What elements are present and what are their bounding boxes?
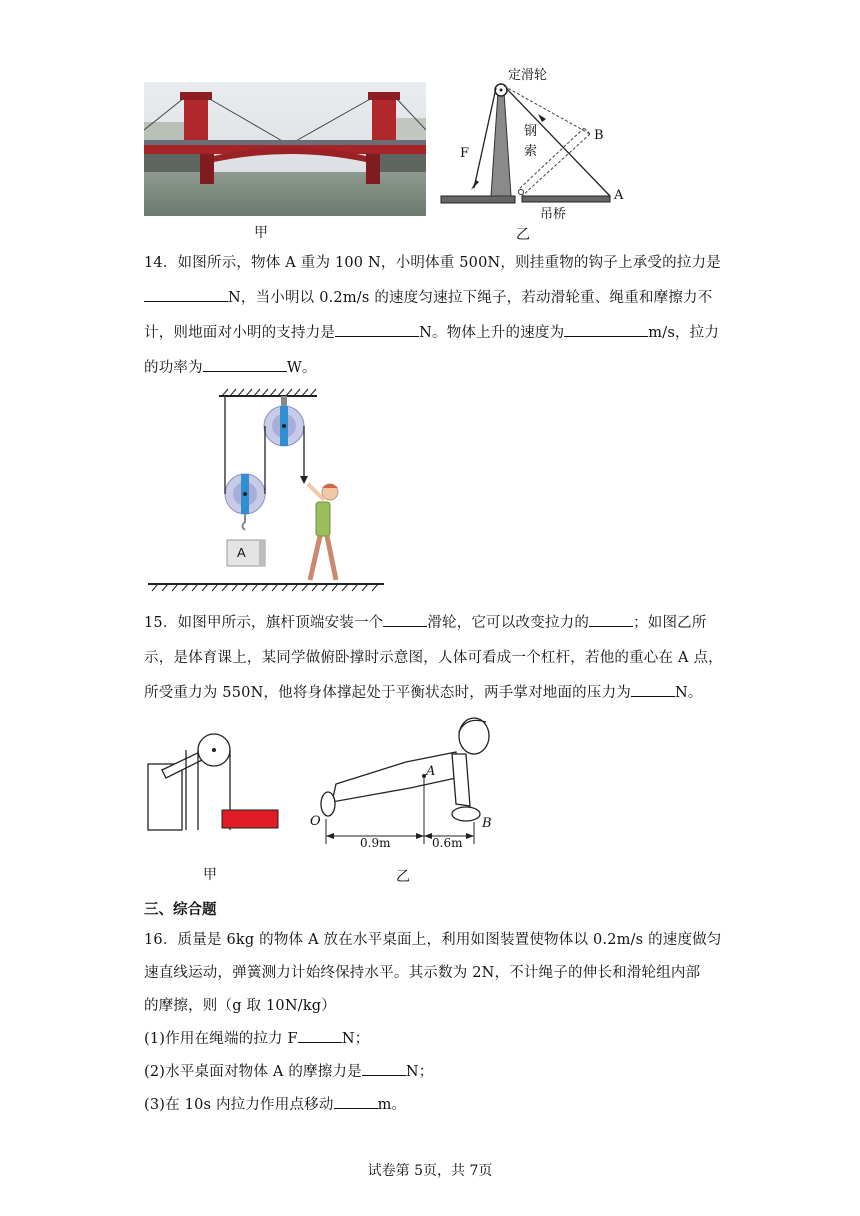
flagpole-figure xyxy=(146,728,282,836)
pushup-point-o: O xyxy=(310,814,321,829)
point-a-label: A xyxy=(614,188,624,203)
fig-top-left-caption: 甲 xyxy=(254,225,268,241)
q16-line2: 速直线运动，弹簧测力计始终保持水平。其示数为 2N，不计绳子的伸长和滑轮组内部 xyxy=(144,965,701,981)
q16-sub2-b: N； xyxy=(405,1064,434,1080)
q16-blank-2[interactable] xyxy=(362,1061,406,1076)
q15-line3 xyxy=(144,676,724,711)
q15-fig-right-caption: 乙 xyxy=(396,869,410,885)
q15-fig-left-caption: 甲 xyxy=(203,867,217,883)
q16-sub3 xyxy=(144,1089,724,1122)
q15-line1-b: 滑轮，它可以改变拉力的 xyxy=(427,615,590,631)
q15-blank-1[interactable] xyxy=(383,612,427,627)
q15-line2: 示，是体育课上，某同学做俯卧撑时示意图，人体可看成一个杠杆，若他的重心在 A 点， xyxy=(144,650,723,666)
fixed-pulley-label: 定滑轮 xyxy=(508,68,548,83)
q14-line4-b: W。 xyxy=(286,360,317,376)
page-footer: 试卷第 5页，共 7页 xyxy=(367,1163,493,1179)
q16-sub2 xyxy=(144,1056,724,1089)
q14-blank-1[interactable] xyxy=(144,287,228,302)
q16-line1: 16．质量是 6kg 的物体 A 放在水平桌面上，利用如图装置使物体以 0.2m/s 的速度做匀 xyxy=(144,932,722,948)
pushup-distance-1: 0.9m xyxy=(360,836,391,850)
q14-line3-b: N。物体上升的速度为 xyxy=(419,325,565,341)
q15-line1-a: 15．如图甲所示，旗杆顶端安装一个 xyxy=(144,615,384,631)
q16-sub1 xyxy=(144,1023,724,1056)
section-heading: 三、综合题 xyxy=(144,901,217,918)
q15-text xyxy=(144,606,724,711)
q16-sub3-a: (3)在 10s 内拉力作用点移动 xyxy=(144,1097,334,1113)
q15-blank-2[interactable] xyxy=(589,612,633,627)
bridge-photo xyxy=(144,82,426,216)
pushup-point-a: A xyxy=(426,764,436,779)
q15-line3-a: 所受重力为 550N，他将身体撑起处于平衡状态时，两手掌对地面的压力为 xyxy=(144,685,631,701)
q14-line3-a: 计，则地面对小明的支持力是 xyxy=(144,325,336,341)
q16-sub3-b: m。 xyxy=(377,1097,407,1113)
q16-blank-1[interactable] xyxy=(298,1028,342,1043)
q15-line1 xyxy=(144,606,724,641)
q14-blank-2[interactable] xyxy=(335,322,419,337)
q14-line2 xyxy=(144,281,724,316)
q14-blank-3[interactable] xyxy=(564,322,648,337)
q14-line3 xyxy=(144,316,724,351)
fig-top-right-caption: 乙 xyxy=(516,227,530,243)
pushup-figure xyxy=(306,714,506,864)
force-label: F xyxy=(460,146,470,161)
cable-label-1: 钢 xyxy=(524,124,538,139)
pushup-distance-2: 0.6m xyxy=(432,836,463,850)
q14-line2-text: N，当小明以 0.2m/s 的速度匀速拉下绳子，若动滑轮重、绳重和摩擦力不 xyxy=(228,290,713,306)
q14-blank-4[interactable] xyxy=(203,357,287,372)
pushup-point-b: B xyxy=(482,816,492,831)
pulley-system-figure xyxy=(144,388,394,594)
q14-line1: 14．如图所示，物体 A 重为 100 N，小明体重 500N，则挂重物的钩子上承受的拉力是 xyxy=(144,255,721,271)
q15-line3-b: N。 xyxy=(674,685,703,701)
q14-line4-a: 的功率为 xyxy=(144,360,203,376)
cable-label-2: 索 xyxy=(524,144,538,159)
q14-line3-c: m/s，拉力 xyxy=(648,325,720,341)
q16-sub1-a: (1)作用在绳端的拉力 F xyxy=(144,1031,298,1047)
block-a-label: A xyxy=(237,545,246,560)
q14-text xyxy=(144,246,724,386)
drawbridge-diagram xyxy=(438,62,638,222)
q16-blank-3[interactable] xyxy=(334,1094,378,1109)
q16-text xyxy=(144,924,724,1122)
drawbridge-label: 吊桥 xyxy=(540,207,567,222)
q16-sub2-a: (2)水平桌面对物体 A 的摩擦力是 xyxy=(144,1064,362,1080)
q14-line4 xyxy=(144,351,724,386)
drawbridge-svg xyxy=(438,62,638,222)
q16-sub1-b: N； xyxy=(341,1031,370,1047)
q15-blank-3[interactable] xyxy=(631,682,675,697)
point-b-label: B xyxy=(594,128,604,143)
q16-line3: 的摩擦，则（g 取 10N/kg） xyxy=(144,998,336,1014)
q15-line1-c: ；如图乙所 xyxy=(633,615,707,631)
